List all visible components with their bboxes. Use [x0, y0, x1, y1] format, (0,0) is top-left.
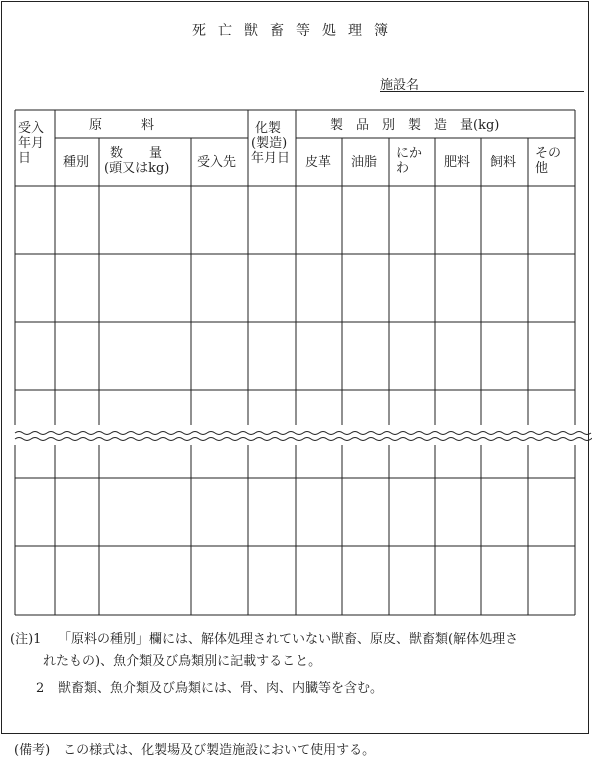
header-other: その 他	[535, 146, 562, 176]
header-fat: 油脂	[351, 155, 378, 170]
header-leather: 皮革	[305, 155, 332, 170]
break-line-upper	[15, 432, 591, 435]
header-quantity: 数 量 (頭又はkg)	[104, 146, 170, 176]
note-1-line-1: 「原料の種別」欄には、解体処理されていない獣畜、原皮、獣畜類(解体処理さ	[58, 632, 519, 647]
facility-name-label: 施設名	[380, 78, 420, 93]
note-2-prefix: 2	[36, 681, 45, 696]
break-line-lower	[15, 438, 592, 441]
header-receiving-from: 受入先	[197, 155, 237, 170]
note-1-line-2: れたもの)、魚介類及び鳥類別に記載すること。	[43, 654, 322, 669]
note-1-prefix: (注)1	[10, 632, 42, 647]
header-feed: 飼料	[490, 155, 517, 170]
header-glue: にか わ	[396, 146, 423, 176]
form-title: 死亡獣畜等処理簿	[192, 23, 400, 39]
header-raw-material: 原 料	[89, 118, 155, 133]
note-2-text: 獣畜類、魚介類及び鳥類には、骨、肉、内臓等を含む。	[58, 681, 384, 696]
header-fertilizer: 肥料	[444, 155, 471, 170]
header-products: 製 品 別 製 造 量(kg)	[330, 118, 500, 133]
header-kind: 種別	[63, 155, 90, 170]
header-processing-date: 化製 (製造) 年月日	[251, 121, 291, 166]
remarks: (備考) この様式は、化製場及び製造施設において使用する。	[14, 743, 376, 758]
header-received-date: 受入 年月 日	[18, 121, 45, 166]
